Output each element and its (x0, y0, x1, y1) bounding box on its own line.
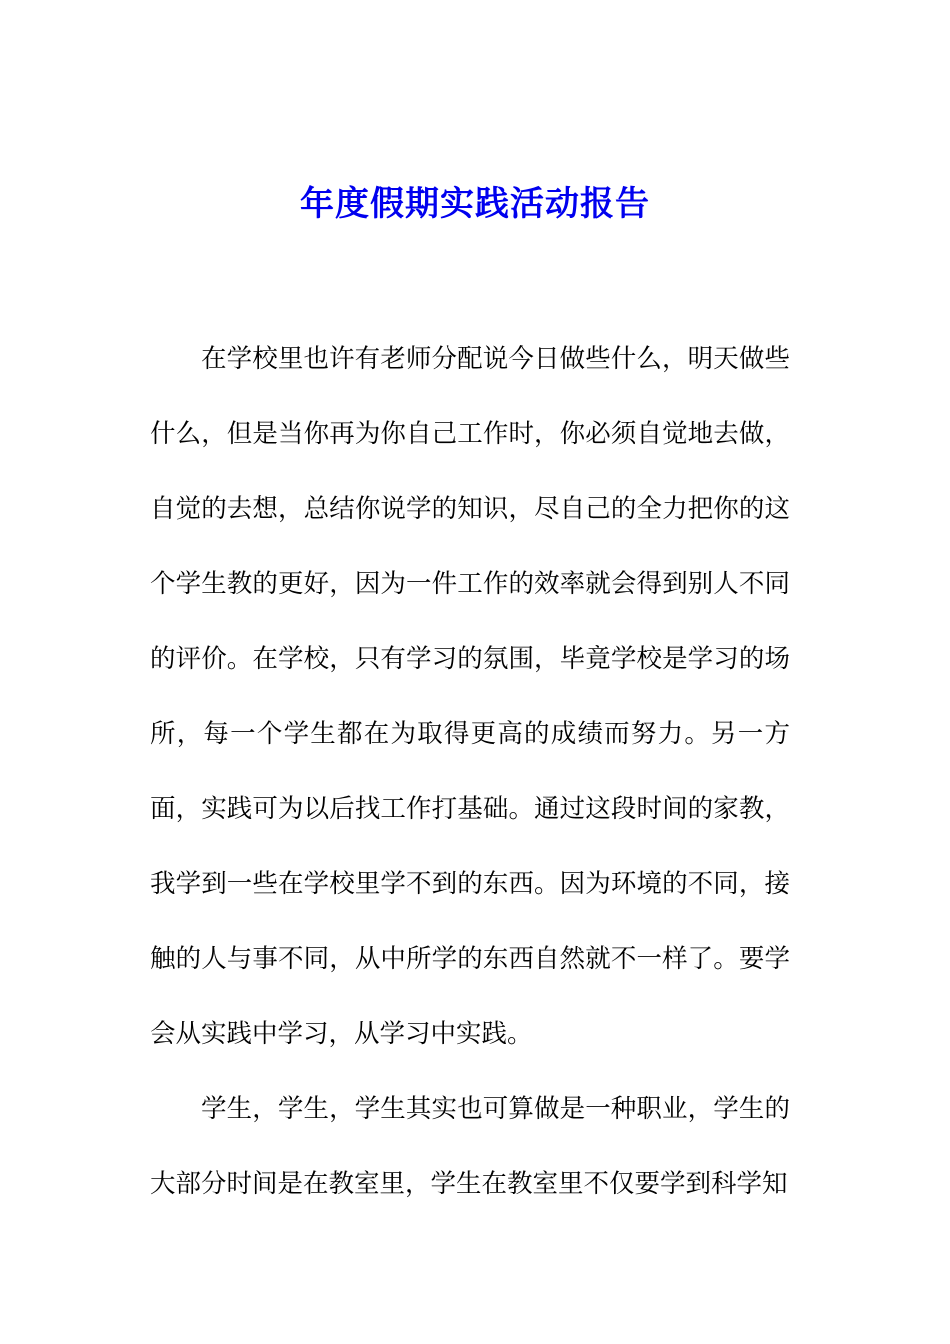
paragraph-2: 学生，学生，学生其实也可算做是一种职业，学生的大部分时间是在教室里，学生在教室里不仅要学到科学知 (150, 1094, 790, 1199)
paragraph-1: 在学校里也许有老师分配说今日做些什么，明天做些什么，但是当你再为你自己工作时，你必须自觉地去做，自觉的去想，总结你说学的知识，尽自己的全力把你的这个学生教的更好，因为一件工作的效率就会得到别人不同的评价。在学校，只有学习的氛围，毕竟学校是学习的场所，每一个学生都在为取得更高的成绩而努力。另一方面，实践可为以后找工作打基础。通过这段时间的家教，我学到一些在学校里学不到的东西。因为环境的不同，接触的人与事不同，从中所学的东西自然就不一样了。要学会从实践中学习，从学习中实践。 (150, 344, 790, 1049)
document-body (150, 322, 790, 1222)
document-title: 年度假期实践活动报告 (300, 184, 650, 224)
